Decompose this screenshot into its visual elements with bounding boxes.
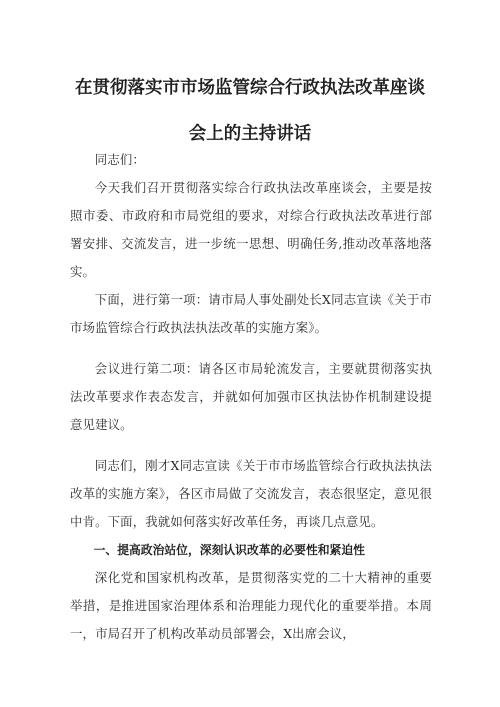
paragraph-item-1: 下面，进行第一项：请市局人事处副处长X同志宣读《关于市市场监管综合行政执法执法改革的实施方案》。 [70, 292, 432, 335]
paragraph-item-2: 会议进行第二项：请各区市局轮流发言，主要就贯彻落实执法改革要求作表态发言，并就如何加强市区执法协作机制建设提意见建议。 [70, 361, 432, 432]
document-title-line-1: 在贯彻落实市市场监管综合行政执法改革座谈 [75, 78, 425, 98]
salutation: 同志们： [94, 152, 145, 167]
section-paragraph: 深化党和国家机构改革，是贯彻落实党的二十大精神的重要举措，是推进国家治理体系和治理能力现代化的重要举措。本周一，市局召开了机构改革动员部署会，X出席会议， [70, 570, 432, 641]
paragraph-summary: 同志们，刚才X同志宣读《关于市市场监管综合行政执法执法改革的实施方案》，各区市局做了交流发言，表态很坚定，意见很中肯。下面，我就如何落实好改革任务，再谈几点意见。 [70, 458, 432, 529]
paragraph-opening: 今天我们召开贯彻落实综合行政执法改革座谈会，主要是按照市委、市政府和市局党组的要求，对综合行政执法改革进行部署安排、交流发言，进一步统一思想、明确任务,推动改革落地落实。 [70, 180, 432, 279]
section-heading: 一、提高政治站位，深刻认识改革的必要性和紧迫性 [93, 543, 365, 557]
document-title-line-2: 会上的主持讲话 [188, 124, 312, 144]
